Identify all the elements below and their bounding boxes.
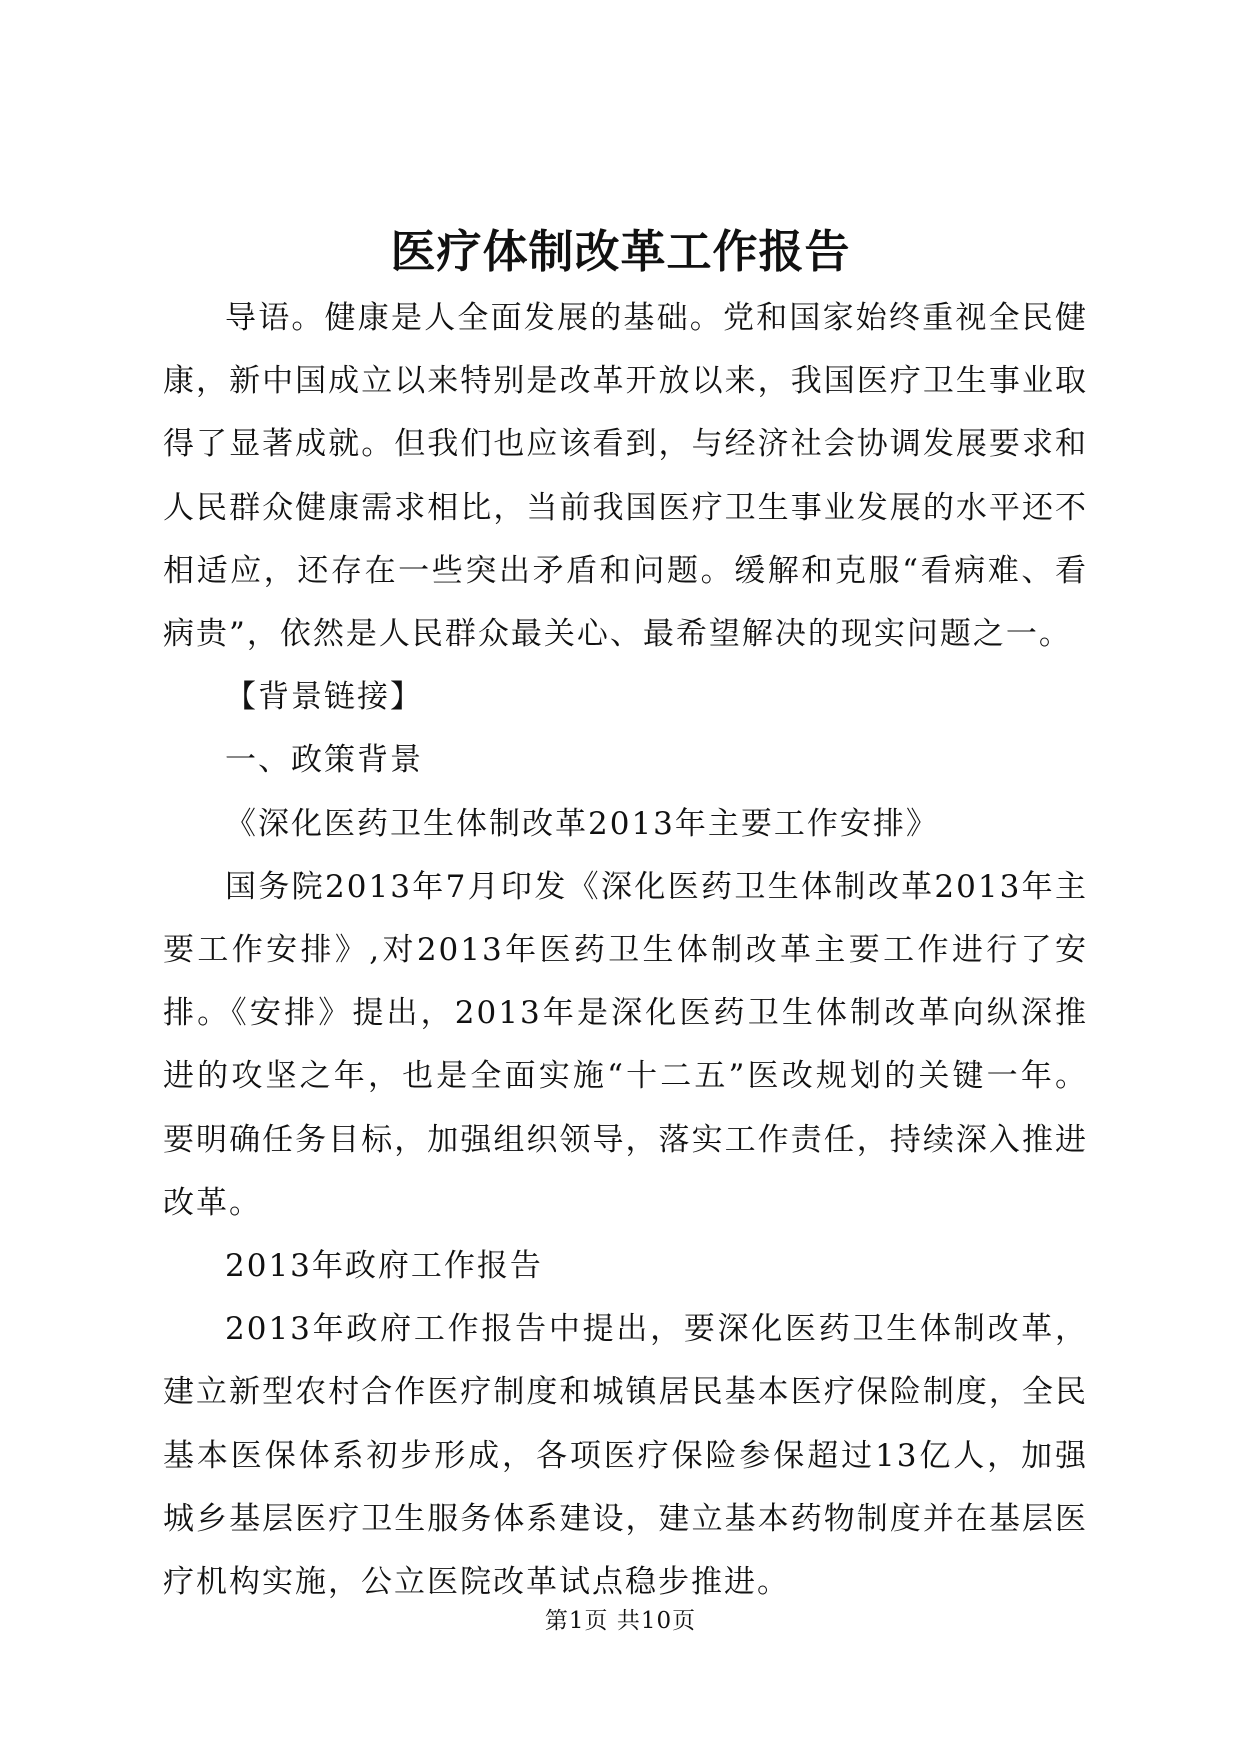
page-number-footer: 第1页 共10页 [544, 1608, 697, 1634]
paragraph-report-heading: 2013年政府工作报告 [225, 1248, 543, 1285]
paragraph-government-report: 2013年政府工作报告中提出，要深化医药卫生体制改革，建立新型农村合作医疗制度和城镇居民基本医疗保险制度，全民基本医保体系初步形成，各项医疗保险参保超过13亿人，加强城乡基层医疗卫生服务体系建设，建立基本药物制度并在基层医疗机构实施，公立医院改革试点稳步推进。 [163, 1311, 1088, 1601]
document-title: 医疗体制改革工作报告 [390, 225, 851, 278]
document-body [163, 287, 1088, 1614]
paragraph-background-link: 【背景链接】 [225, 679, 423, 716]
paragraph-state-council: 国务院2013年7月印发《深化医药卫生体制改革2013年主要工作安排》,对2013年医药卫生体制改革主要工作进行了安排。《安排》提出，2013年是深化医药卫生体制改革向纵深推进的攻坚之年，也是全面实施“十二五”医改规划的关键一年。要明确任务目标，加强组织领导，落实工作责任，持续深入推进改革。 [163, 868, 1088, 1221]
paragraph-intro: 导语。健康是人全面发展的基础。党和国家始终重视全民健康，新中国成立以来特别是改革开放以来，我国医疗卫生事业取得了显著成就。但我们也应该看到，与经济社会协调发展要求和人民群众健康需求相比，当前我国医疗卫生事业发展的水平还不相适应，还存在一些突出矛盾和问题。缓解和克服“看病难、看病贵”，依然是人民群众最关心、最希望解决的现实问题之一。 [163, 300, 1088, 653]
paragraph-arrangement-title: 《深化医药卫生体制改革2013年主要工作安排》 [225, 805, 939, 842]
paragraph-policy-heading: 一、政策背景 [225, 742, 423, 779]
